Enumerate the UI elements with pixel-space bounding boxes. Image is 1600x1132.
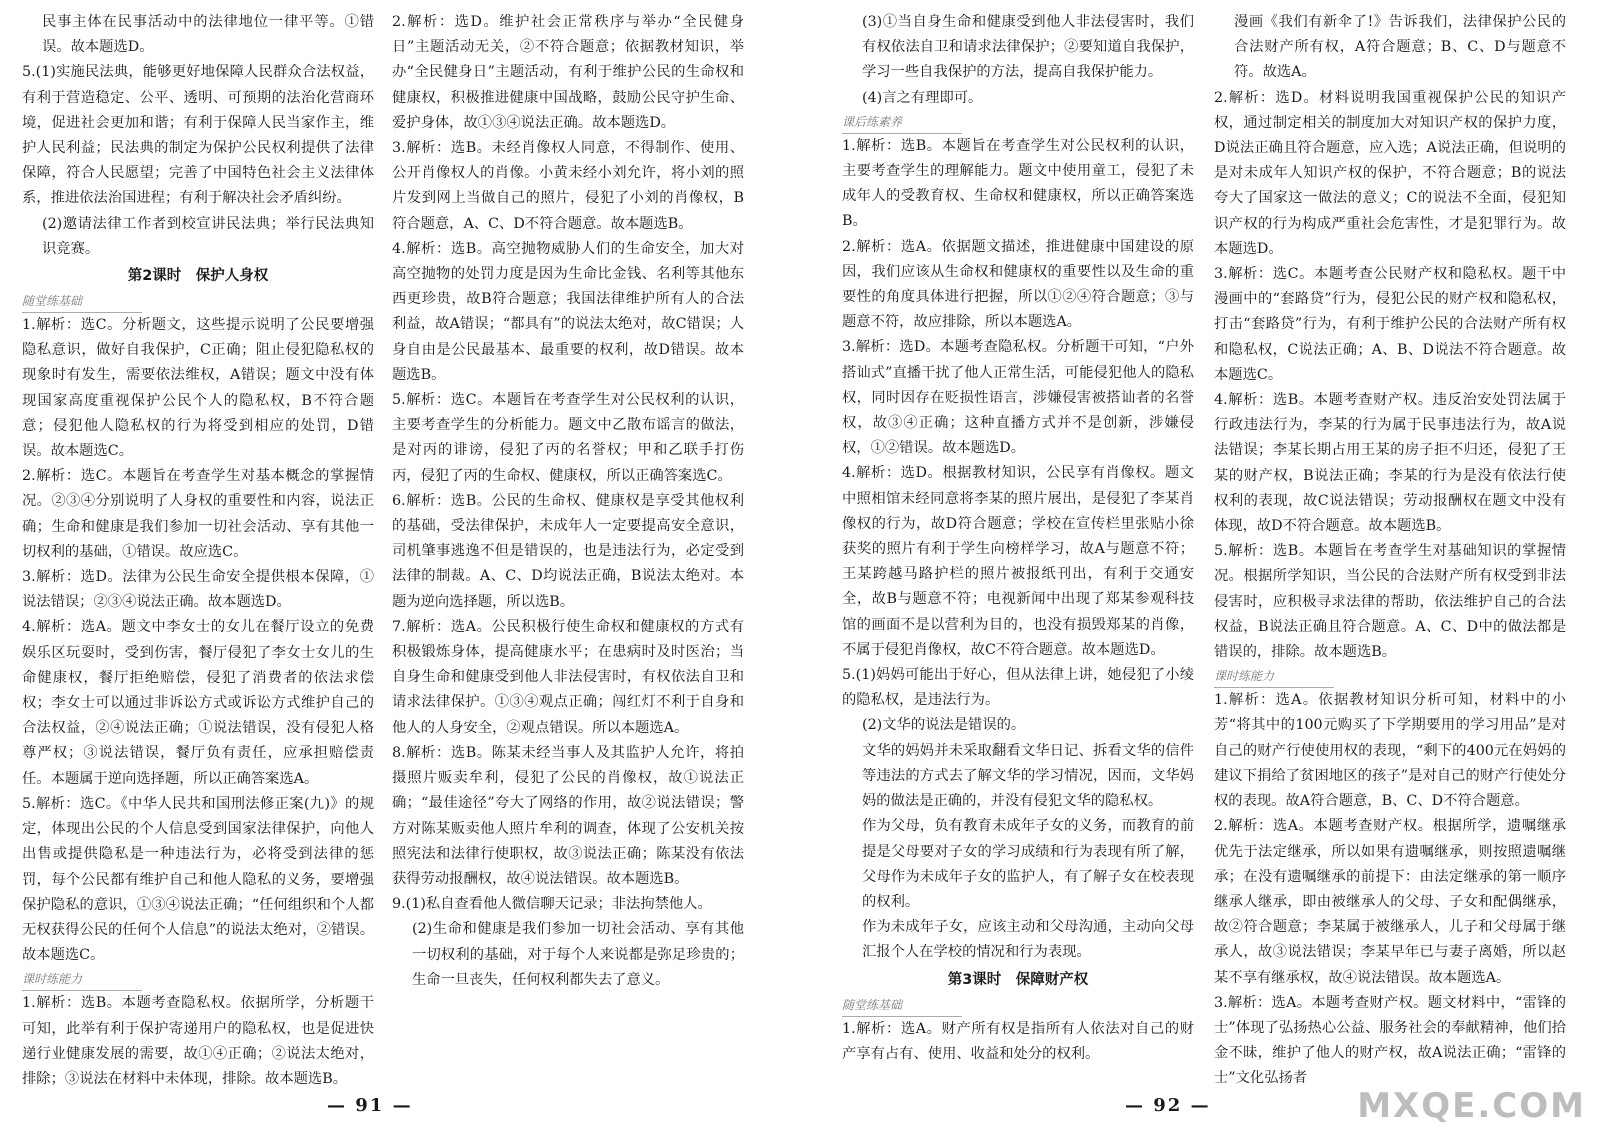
lesson-title: 第3课时 保障财产权 xyxy=(947,971,1089,988)
answer-paragraph: 3.解析：选D。法律为公民生命安全提供根本保障，①说法错误；②③④说法正确。故本题选D。 xyxy=(22,569,374,611)
section-heading: 课时练能力 xyxy=(22,968,142,991)
answer-paragraph: 4.解析：选B。本题考查财产权。违反治安处罚法属于行政违法行为，李某的行为属于民事违法行为，故A说法错误；李某长期占用王某的房子拒不归还，侵犯了王某的财产权，B说法正确；李某的行为是没有依法行使权利的表现，故C说法错误；劳动报酬权在题文中没有体现，故D不符合题意。故本题选B。 xyxy=(1214,392,1566,535)
answer-paragraph: 1.解析：选A。依据教材知识分析可知，材料中的小芳“将其中的100元购买了下学期要用的学习用品”是对自己的财产行使使用权的表现，“剩下的400元在妈妈的建议下捐给了贫困地区的孩子”是对自己的财产行使处分权的表现。故A符合题意，B、C、D不符合题意。 xyxy=(1214,692,1566,810)
section-heading: 随堂练基础 xyxy=(842,994,962,1017)
answer-paragraph: 2.解析：选D。维护社会正常秩序与举办“全民健身日”主题活动无关，②不符合题意；依据教材知识，举办“全民健身日”主题活动，有利于维护公民的生命权和健康权，积极推进健康中国战略，鼓励公民守护生命、爱护身体，故①③④说法正确。故本题选D。 xyxy=(392,14,744,131)
answer-paragraph: 文华的妈妈并未采取翻看文华日记、拆看文华的信件等违法的方式去了解文华的学习情况，因而，文华妈妈的做法是正确的，并没有侵犯文华的隐私权。 xyxy=(862,742,1194,810)
answer-paragraph: (3)①当自身生命和健康受到他人非法侵害时，我们有权依法自卫和请求法律保护；②要知道自我保护，学习一些自我保护的方法，提高自我保护能力。 xyxy=(862,14,1194,81)
answer-paragraph: 8.解析：选B。陈某未经当事人及其监护人允许，将拍摄照片贩卖牟利，侵犯了公民的肖像权，故①说法正确；“最佳途径”夸大了网络的作用，故②说法错误；警方对陈某贩卖他人照片牟利的调查，体现了公安机关按照宪法和法律行使职权，故③说法正确；陈某没有依法获得劳动报酬权，故④说法错误。故本题选B。 xyxy=(392,744,744,887)
answer-paragraph: 1.解析：选B。本题旨在考查学生对公民权利的认识，主要考查学生的理解能力。题文中使用童工，侵犯了未成年人的受教育权、生命权和健康权，所以正确答案选B。 xyxy=(842,137,1194,230)
answer-paragraph: 1.解析：选C。分析题文，这些提示说明了公民要增强隐私意识，做好自我保护，C正确；阻止侵犯隐私权的现象时有发生，需要依法维权，A错误；题文中没有体现国家高度重视保护公民个人的隐私权，B不符合题意；侵犯他人隐私权的行为将受到相应的处罚，D错误。故本题选C。 xyxy=(22,317,374,460)
answer-paragraph: 作为父母，负有教育未成年子女的义务，而教育的前提是父母要对子女的学习成绩和行为表现有所了解，父母作为未成年子女的监护人，有了解子女在校表现的权利。 xyxy=(862,818,1194,910)
page-right xyxy=(800,0,1600,1132)
left-column-2 xyxy=(392,10,744,1070)
right-column-1 xyxy=(842,10,1194,1070)
section-heading: 课时练能力 xyxy=(1214,665,1334,688)
section-heading: 课后练素养 xyxy=(842,111,962,134)
answer-paragraph: 5.解析：选C。本题旨在考查学生对公民权利的认识，主要考查学生的分析能力。题文中乙散布谣言的做法，是对丙的诽谤，侵犯了丙的名誉权；甲和乙联手打伤丙，侵犯了丙的生命权、健康权，所以正确答案选C。 xyxy=(392,392,744,484)
answer-paragraph: 9.(1)私自查看他人微信聊天记录；非法拘禁他人。 xyxy=(392,896,712,913)
answer-paragraph: 4.解析：选A。题文中李女士的女儿在餐厅设立的免费娱乐区玩耍时，受到伤害，餐厅侵犯了李女士女儿的生命健康权，餐厅拒绝赔偿，侵犯了消费者的依法求偿权；李女士可以通过非诉讼方式或诉讼方式维护自己的合法权益，②④说法正确；①说法错误，没有侵犯人格尊严权；③说法错误，餐厅负有责任，应承担赔偿责任。本题属于逆向选择题，所以正确答案选A。 xyxy=(22,619,374,787)
answer-paragraph: 2.解析：选A。本题考查财产权。根据所学，遗嘱继承优先于法定继承，所以如果有遗嘱继承，则按照遗嘱继承；在没有遗嘱继承的前提下：由法定继承的第一顺序继承人继承，即由被继承人的父母、子女和配偶继承，故②符合题意；李某属于被继承人，儿子和父母属于继承人，故③说法错误；李某早年已与妻子离婚，所以赵某不享有继承权，故④说法错误。故本题选A。 xyxy=(1214,818,1566,986)
answer-paragraph: 5.解析：选C。《中华人民共和国刑法修正案(九)》的规定，体现出公民的个人信息受到国家法律保护，向他人出售或提供隐私是一种违法行为，必将受到法律的惩罚，每个公民都有维护自己和他人隐私的义务，要增强保护隐私的意识，①③④说法正确；“任何组织和个人都无权获得公民的任何个人信息”的说法太绝对，②错误。故本题选C。 xyxy=(22,795,374,964)
answer-paragraph: 3.解析：选C。本题考查公民财产权和隐私权。题干中漫画中的“套路贷”行为，侵犯公民的财产权和隐私权，打击“套路贷”行为，有利于维护公民的合法财产所有权和隐私权，C说法正确；A、B、D说法不符合题意。故本题选C。 xyxy=(1214,266,1566,383)
lesson-title: 第2课时 保护人身权 xyxy=(127,268,269,285)
left-column-1 xyxy=(22,10,374,1087)
right-column-2 xyxy=(1214,10,1566,1087)
answer-paragraph: 2.解析：选C。本题旨在考查学生对基本概念的掌握情况。②③④分别说明了人身权的重要性和内容，说法正确；生命和健康是我们参加一切社会活动、享有其他一切权利的基础，①错误。故应选C。 xyxy=(22,468,374,560)
answer-paragraph: (2)文华的说法是错误的。 xyxy=(862,717,1026,734)
answer-paragraph: 5.(1)实施民法典，能够更好地保障人民群众合法权益，有利于营造稳定、公平、透明、可预期的法治化营商环境，促进社会更加和谐；有利于保障人民当家作主，维护人民利益；民法典的制定为保护公民权利提供了法律保障，符合人民愿望；完善了中国特色社会主义法律体系，推进依法治国进程；有利于解决社会矛盾纠纷。 xyxy=(22,64,374,207)
answer-paragraph: 6.解析：选B。公民的生命权、健康权是享受其他权利的基础，受法律保护，未成年人一定要提高安全意识，司机肇事逃逸不但是错误的，也是违法行为，必定受到法律的制裁。A、C、D均说法正确，B说法太绝对。本题为逆向选择题，所以选B。 xyxy=(392,492,744,610)
answer-paragraph: 1.解析：选A。财产所有权是指所有人依法对自己的财产享有占有、使用、收益和处分的权利。 xyxy=(842,1020,1194,1062)
answer-paragraph: 5.解析：选B。本题旨在考查学生对基础知识的掌握情况。根据所学知识，当公民的合法财产所有权受到非法侵害时，应积极寻求法律的帮助，依法维护自己的合法权益，B说法正确且符合题意。A、C、D中的做法都是错误的，排除。故本题选B。 xyxy=(1214,543,1566,661)
section-heading: 随堂练基础 xyxy=(22,290,142,313)
answer-paragraph: 1.解析：选B。本题考查隐私权。依据所学，分析题干可知，此举有利于保护寄递用户的隐私权，也是促进快递行业健康发展的需要，故①④正确；②说法太绝对，排除；③说法在材料中未体现，排除。故本题选B。 xyxy=(22,995,374,1087)
answer-paragraph: 3.解析：选D。本题考查隐私权。分析题干可知，“户外搭讪式”直播干扰了他人正常生活，可能侵犯他人的隐私权，同时因存在贬损性语言，涉嫌侵害被搭讪者的名誉权，故③④正确；这种直播方式并不是创新，涉嫌侵权，①②错误。故本题选D。 xyxy=(842,339,1194,457)
answer-paragraph: 2.解析：选D。材料说明我国重视保护公民的知识产权，通过制定相关的制度加大对知识产权的保护力度，D说法正确且符合题意，应入选；A说法正确，但说明的是对未成年人知识产权的保护，不符合题意；B的说法夸大了国家这一做法的意义；C的说法不全面，侵犯知识产权的行为构成严重社会危害性，才是犯罪行为。故本题选D。 xyxy=(1214,89,1566,257)
answer-paragraph: 2.解析：选A。依据题文描述，推进健康中国建设的原因，我们应该从生命权和健康权的重要性以及生命的重要性的角度具体进行把握，所以①②④符合题意；③与题意不符，故应排除，所以本题选A。 xyxy=(842,238,1194,331)
answer-paragraph: 4.解析：选B。高空抛物威胁人们的生命安全，加大对高空抛物的处罚力度是因为生命比金钱、名利等其他东西更珍贵，故B符合题意；我国法律维护所有人的合法利益，故A错误；“都具有”的说法太绝对，故C错误；人身自由是公民最基本、最重要的权利，故D错误。故本题选B。 xyxy=(392,240,744,383)
watermark-logo: MXQE.COM xyxy=(1357,1086,1586,1126)
answer-paragraph: 4.解析：选D。根据教材知识，公民享有肖像权。题文中照相馆未经同意将李某的照片展出，是侵犯了李某肖像权的行为，故D符合题意；学校在宣传栏里张贴小徐获奖的照片有利于学生向榜样学习，故A与题意不符；王某跨越马路护栏的照片被报纸刊出，有利于交通安全，故B与题意不符；电视新闻中出现了郑某参观科技馆的画面不是以营利为目的，也没有损毁郑某的肖像，不属于侵犯肖像权，故C不符合题意。故本题选D。 xyxy=(842,465,1194,658)
page-number-right: — 92 — xyxy=(1125,1095,1211,1116)
page-number-left: — 91 — xyxy=(327,1095,413,1116)
answer-paragraph: 5.(1)妈妈可能出于好心，但从法律上讲，她侵犯了小绫的隐私权，是违法行为。 xyxy=(842,667,1194,709)
answer-paragraph: 3.解析：选A。本题考查财产权。题文材料中，“雷锋的士”体现了弘扬热心公益、服务社会的奉献精神，他们拾金不昧，维护了他人的财产权，故A说法正确；“雷锋的士”文化弘扬者 xyxy=(1214,994,1566,1087)
answer-paragraph: 作为未成年子女，应该主动和父母沟通，主动向父母汇报个人在学校的情况和行为表现。 xyxy=(862,919,1194,961)
answer-paragraph: (2)生命和健康是我们参加一切社会活动、享有其他一切权利的基础，对于每个人来说都是弥足珍贵的；生命一旦丧失，任何权利都失去了意义。 xyxy=(412,921,744,988)
answer-paragraph: 漫画《我们有新伞了!》告诉我们，法律保护公民的合法财产所有权，A符合题意；B、C、D与题意不符。故选A。 xyxy=(1234,14,1566,81)
answer-paragraph: 7.解析：选A。公民积极行使生命权和健康权的方式有积极锻炼身体，提高健康水平；在患病时及时医治；当自身生命和健康受到他人非法侵害时，有权依法自卫和请求法律保护。①③④观点正确；闯红灯不利于自身和他人的人身安全，②观点错误。所以本题选A。 xyxy=(392,618,744,736)
answer-paragraph: (4)言之有理即可。 xyxy=(862,89,983,106)
answer-paragraph: 民事主体在民事活动中的法律地位一律平等。①错误。故本题选D。 xyxy=(42,14,374,56)
answer-paragraph: (2)邀请法律工作者到校宣讲民法典；举行民法典知识竞赛。 xyxy=(42,215,374,257)
answer-paragraph: 3.解析：选B。未经肖像权人同意，不得制作、使用、公开肖像权人的肖像。小黄未经小刘允许，将小刘的照片发到网上当做自己的照片，侵犯了小刘的肖像权，B符合题意，A、C、D不符合题意。故本题选B。 xyxy=(392,140,744,232)
